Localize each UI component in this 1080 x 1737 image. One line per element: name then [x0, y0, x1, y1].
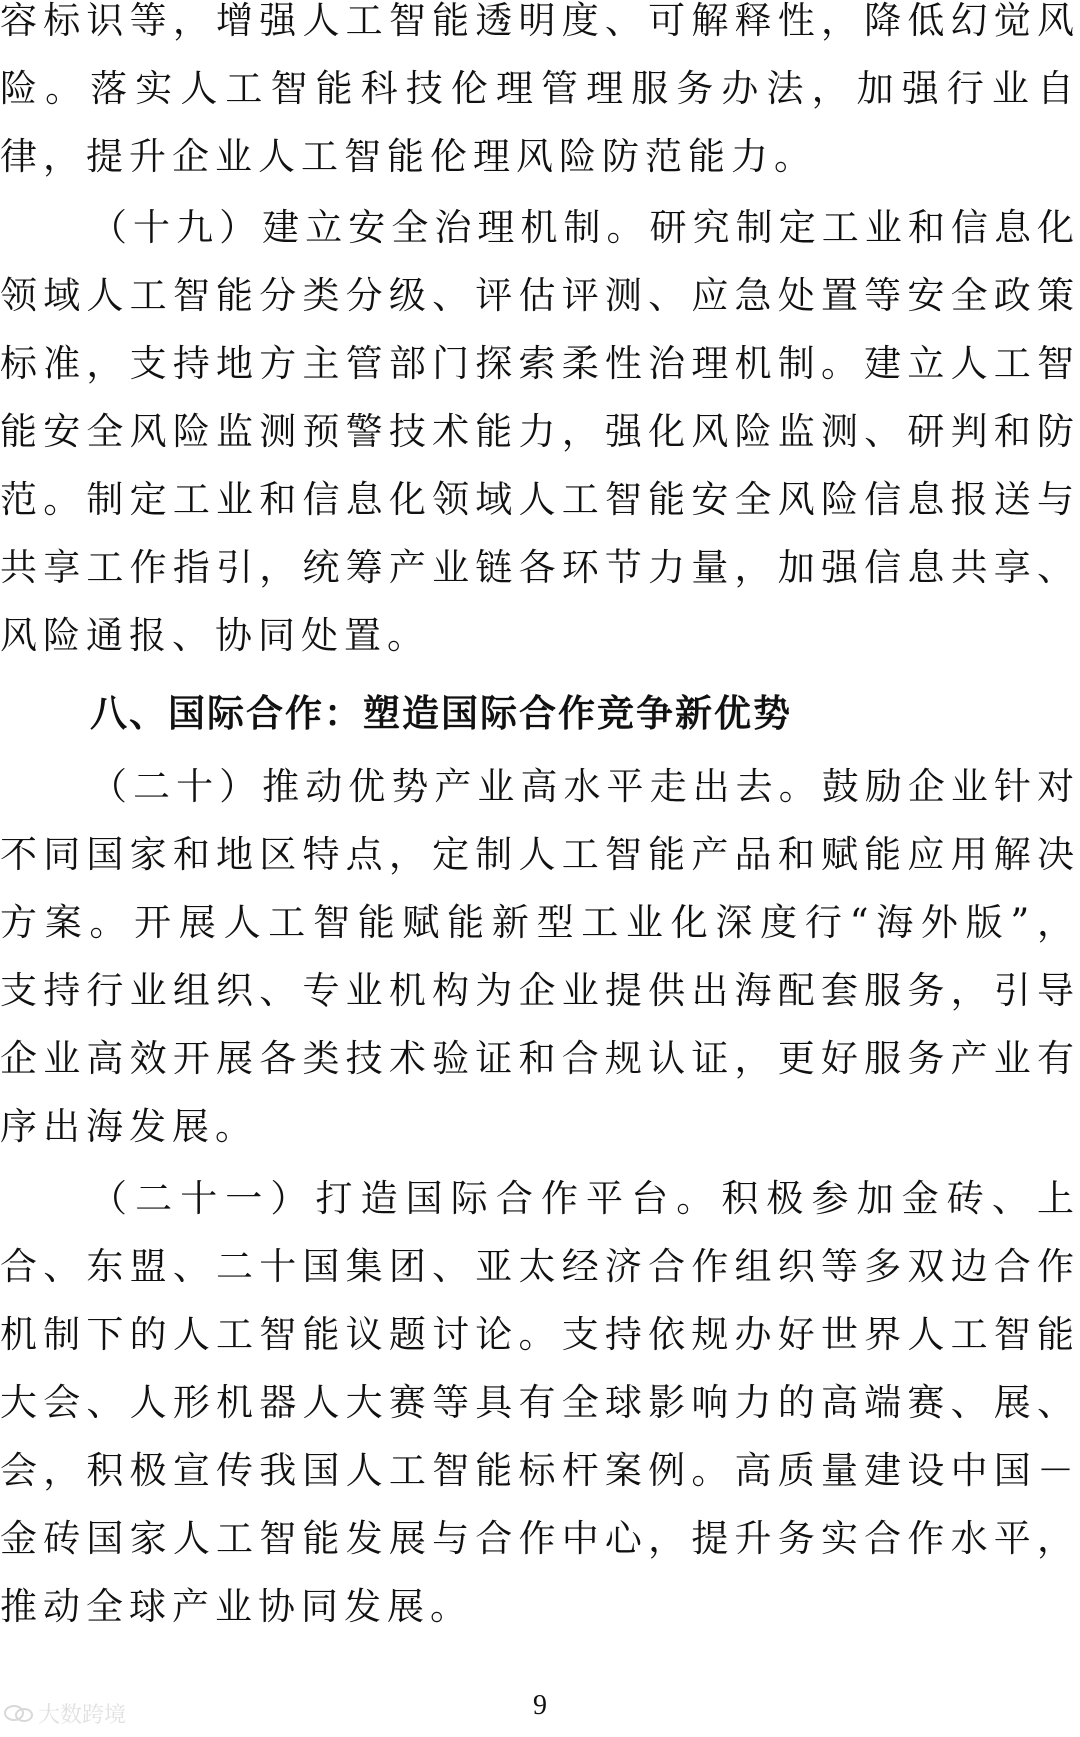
paragraph-going-global: （二十）推动优势产业高水平走出去。鼓励企业针对不同国家和地区特点，定制人工智能产品和赋能应用解决方案。开展人工智能赋能新型工业化深度行“海外版”，支持行业组织、专业机构为企业提供出海配套服务，引导企业高效开展各类技术验证和合规认证，更好服务产业有序出海发展。 — [0, 765, 1080, 1148]
paragraph-international-platform: （二十一）打造国际合作平台。积极参加金砖、上合、东盟、二十国集团、亚太经济合作组织等多双边合作机制下的人工智能议题讨论。支持依规办好世界人工智能大会、人形机器人大赛等具有全球影响力的高端赛、展、会，积极宣传我国人工智能标杆案例。高质量建设中国－金砖国家人工智能发展与合作中心，提升务实合作水平，推动全球产业协同发展。 — [0, 1177, 1080, 1628]
section-heading: 八、国际合作：塑造国际合作竞争新优势 — [90, 692, 792, 735]
page-number: 9 — [533, 1690, 547, 1721]
watermark-text: 大数跨境 — [38, 1703, 127, 1728]
paragraph-safety-governance: （十九）建立安全治理机制。研究制定工业和信息化领域人工智能分类分级、评估评测、应急处置等安全政策标准，支持地方主管部门探索柔性治理机制。建立人工智能安全风险监测预警技术能力，强化风险监测、研判和防范。制定工业和信息化领域人工智能安全风险信息报送与共享工作指引，统筹产业链各环节力量，加强信息共享、风险通报、协同处置。 — [0, 206, 1080, 657]
paragraph-ai-ethics: 容标识等，增强人工智能透明度、可解释性，降低幻觉风险。落实人工智能科技伦理管理服务办法，加强行业自律，提升企业人工智能伦理风险防范能力。 — [0, 0, 1080, 178]
